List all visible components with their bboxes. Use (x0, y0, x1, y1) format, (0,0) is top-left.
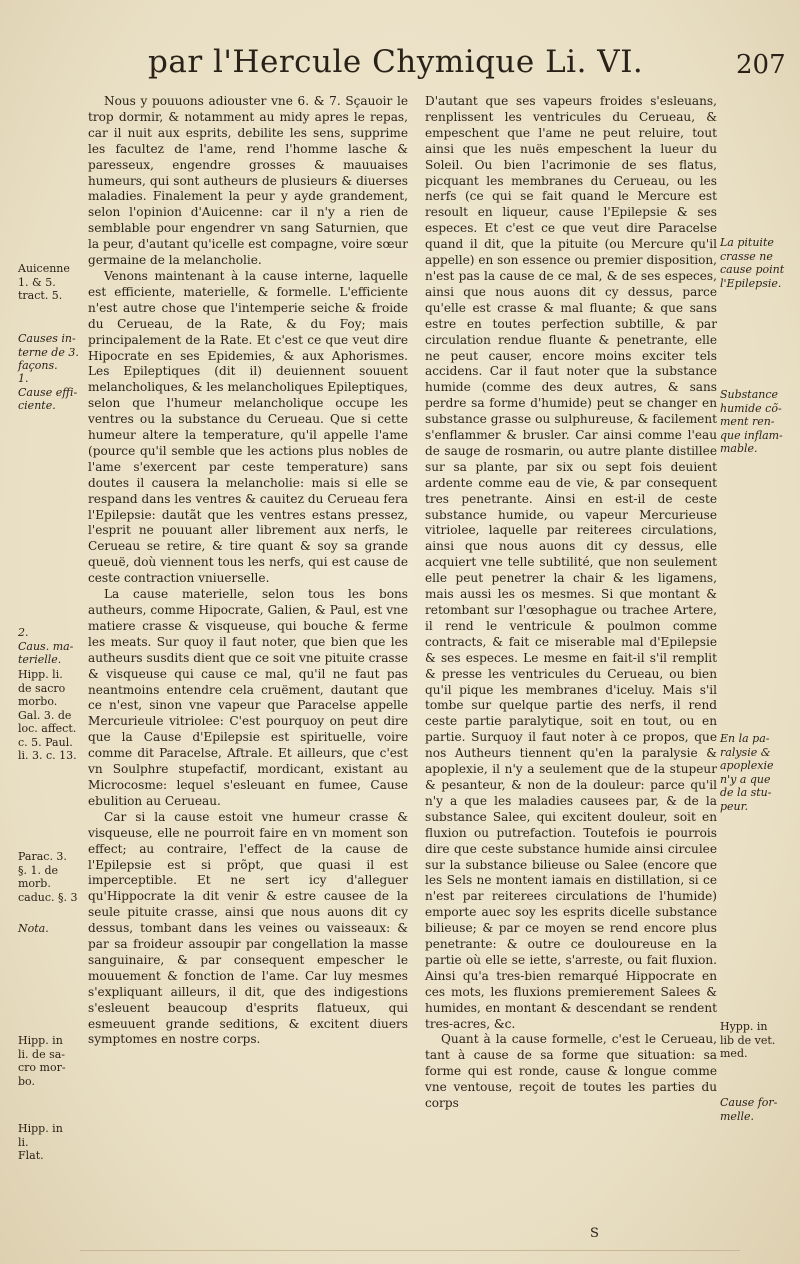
margin-note-nota: Nota. (18, 922, 49, 935)
paragraph: La cause materielle, selon tous les bons autheurs, comme Hipocrate, Galien, & Paul, est vne matiere crasse & visqueuse, qui bouche & ferme les meats. Sur quoy il faut noter, que bien que les autheurs susdits dient que ce soit vne pituite crasse & visqueuse qui cause ce mal, qu'il ne faut pas neantmoins entendre cela cruëment, dautant que ce n'est, sinon vne vapeur que Paracelse appelle Mercurieule vitriolee: C'est pourquoy on peut dire que la Cause d'Epilepsie est spirituelle, voire comme dit Paracelse, Aftrale. Et ailleurs, que c'est vn Soulphre stupefactif, mordicant, existant au Microcosme: lequel s'esleuant en fumee, Cause ebulition au Cerueau. (88, 587, 408, 808)
paragraph: Quant à la cause formelle, c'est le Cerueau, tant à cause de sa forme que situation: sa forme qui est ronde, cause & longue comme vne ventouse, reçoit de toutes les parties du corps (425, 1032, 717, 1111)
margin-note-parac: Parac. 3. §. 1. de morb. caduc. §. 3 (18, 850, 78, 904)
margin-note-cause-materielle: 2. Caus. ma- terielle. (18, 626, 74, 666)
bottom-rule (80, 1250, 740, 1251)
paragraph: Venons maintenant à la cause interne, laquelle est efficiente, materielle, & formelle. L'efficiente n'est autre chose que l'intemperie seiche & froide du Cerueau, de la Rate, & du Foy; mais principalement de la Rate. Et c'est ce que veut dire Hipocrate en ses Epidemies, & aux Aphorismes. Les Epileptiques (dit il) deuiennent souuent melancholiques, & les melancholiques Epileptiques, selon que l'humeur melancholique occupe les ventres ou la substance du Cerueau. Que si cette humeur altere la temperature, qu'il appelle l'ame (pource qu'il semble que les actions plus nobles de l'ame s'exercent par ceste temperature) sans doutes il causera la melancholie: mais si elle se respand dans les ventres & cauitez du Cerueau fera l'Epilepsie: dautãt que les ventres estans pressez, l'esprit ne pouuant aller librement aux nerfs, le Cerueau se retire, & tire quant & soy sa grande queuë, doù viennent tous les nerfs, qui est cause de ceste contraction vniuerselle. (88, 268, 408, 586)
right-text-column (425, 94, 717, 1112)
margin-note-cause-efficiente: 1. Cause effi- ciente. (18, 372, 78, 412)
paragraph: Car si la cause estoit vne humeur crasse & visqueuse, elle ne pourroit faire en vn moment son effect; au contraire, l'effect de la cause de l'Epilepsie est si prõpt, que quasi il est imperceptible. Et ne sert icy d'alleguer qu'Hippocrate la dit venir & estre causee de la seule pituite crasse, ainsi que nous auons dit cy dessus, tombant dans les veines ou vaisseaux: & par sa froideur assoupir par congellation la masse sanguinaire, & par consequent empescher le mouuement & fonction de l'ame. Car luy mesmes s'expliquant ailleurs, il dit, que des indigestions s'esleuent beaucoup d'esprits flatueux, qui esmeuuent grande seditions, & excitent diuers symptomes en nostre corps. (88, 809, 408, 1047)
margin-note-hipp-sacro: Hipp. in li. de sa- cro mor- bo. (18, 1034, 66, 1088)
margin-note-hipp-galen: Hipp. li. de sacro morbo. Gal. 3. de loc. affect. c. 5. Paul. li. 3. c. 13. (18, 668, 77, 762)
page-header (0, 44, 800, 88)
signature-mark: S (590, 1226, 599, 1241)
running-title: par l'Hercule Chymique Li. VI. (148, 44, 644, 80)
margin-note-substance-humide: Substance humide cõ- ment ren- que inflam- mable. (720, 388, 783, 455)
margin-note-auicenne: Auicenne 1. & 5. tract. 5. (18, 262, 70, 302)
left-text-column (88, 94, 408, 1048)
margin-note-pituite: La pituite crasse ne cause point l'Epilepsie. (720, 236, 785, 290)
page-number: 207 (736, 50, 786, 80)
margin-note-hipp-flat: Hipp. in li. Flat. (18, 1122, 63, 1162)
margin-note-causes-interne: Causes in- terne de 3. façons. (18, 332, 79, 372)
margin-note-paralysie: En la pa- ralysie & apoplexie n'y a que de la stu- peur. (720, 732, 774, 813)
margin-note-hypp-vet-med: Hypp. in lib de vet. med. (720, 1020, 776, 1060)
margin-note-cause-formelle: Cause for- melle. (720, 1096, 778, 1123)
paragraph: D'autant que ses vapeurs froides s'esleuans, renplissent les ventricules du Cerueau, & empeschent que l'ame ne peut reluire, tout ainsi que les nuës empeschent la lueur du Soleil. Ou bien l'acrimonie de ses flatus, picquant les membranes du Cerueau, ou les nerfs (ce qui se fait quand le Mercure est resoult en liqueur, cause l'Epilepsie & ses especes. Et c'est ce que veut dire Paracelse quand il dit, que la pituite (ou Mercure qu'il appelle) en son essence ou premier disposition, n'est pas la cause de ce mal, & de ses especes, ainsi que nous auons dit cy dessus, parce qu'elle est crasse & mal fluante; & que sans estre en toutes perfection subtille, & par circulation rendue fluante & penetrante, elle ne peut causer, encore moins exciter tels accidens. Car il faut noter que la substance humide (comme des deux autres, & sans perdre sa forme d'humide) peut se changer en substance grasse ou sulphureuse, & facilement s'enflammer & brusler. Car ainsi comme l'eau de sauge de rosmarin, ou autre plante distillee sur sa plante, par six ou sept fois deuient ardente comme eau de vie, & par consequent tres penetrante. Ainsi en est-il de ceste substance humide, ou vapeur Mercurieuse vitriolee, laquelle par reiterees circulations, ainsi que nous auons dit cy dessus, elle acquiert vne telle subtilité, que non seulement elle peut penetrer la chair & les ligamens, mais aussi les os mesmes. Si que montant & retombant sur l'œsophague ou trachee Artere, il rend le ventricule & poulmon comme contracts, & fait ce miserable mal d'Epilepsie & ses especes. Le mesme en fait-il s'il remplit & presse les ventricules du Cerueau, ou bien qu'il pique les membranes d'iceluy. Mais s'il tombe sur quelque partie des nerfs, il rend ceste partie paralytique, soit en tout, ou en partie. Surquoy il faut noter à ce propos, que nos Autheurs tiennent qu'en la paralysie & apoplexie, il n'y a seulement que de la stupeur & pesanteur, & non de la douleur: parce qu'il n'y a que les maladies causees par, & de la substance Salee, qui excitent douleur, soit en fluxion ou putrefaction. Toutefois ie pourrois dire que ceste substance humide ainsi circulee sur la substance bilieuse ou Salee (encore que les Sels ne montent iamais en distillation, si ce n'est par reiterees circulations de l'humide) emporte auec soy les esprits dicelle substance bilieuse; & par ce moyen se rend encore plus penetrante: & outre ce douloureuse en la partie où elle se iette, s'arreste, ou fait fluxion. Ainsi qu'a tres-bien remarqué Hippocrate en ces mots, les fluxions premierement Salees & humides, en montant & descendant se rendent tres-acres, &c. (425, 94, 717, 1031)
paragraph: Nous y pouuons adiouster vne 6. & 7. Sçauoir le trop dormir, & notamment au midy apres le repas, car il nuit aux esprits, debilite les sens, supprime les facultez de l'ame, rend l'homme lasche & paresseux, engendre grosses & mauuaises humeurs, qui sont autheurs de plusieurs & diuerses maladies. Finalement la peur y ayde grandement, selon l'opinion d'Auicenne: car il n'y a rien de semblable pour engendrer vn sang Saturnien, que la peur, d'autant qu'icelle est compagne, voire sœur germaine de la melancholie. (88, 94, 408, 268)
